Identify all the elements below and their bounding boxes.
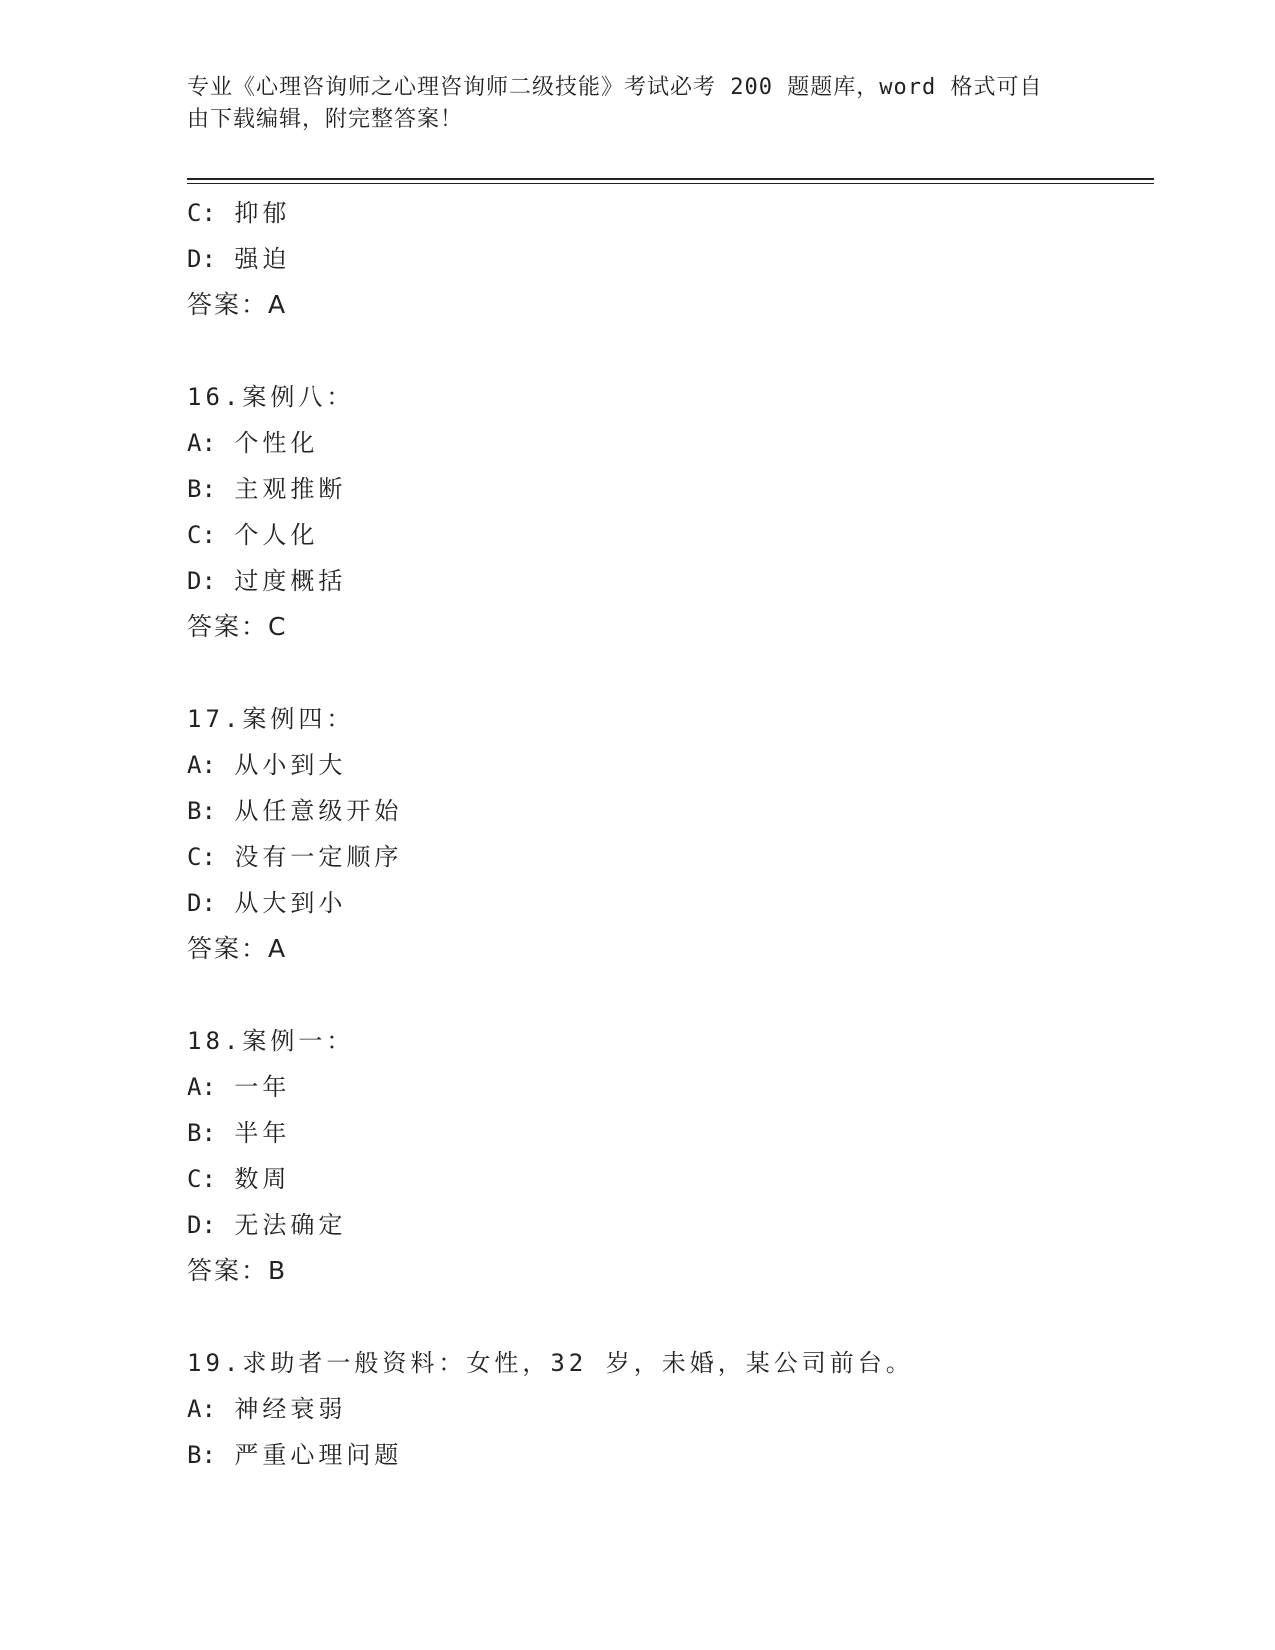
option-letter: B: xyxy=(187,1441,216,1469)
spacer xyxy=(187,1294,1147,1340)
option-line xyxy=(187,1156,1147,1202)
option-letter: C: xyxy=(187,521,216,549)
option-text: 严重心理问题 xyxy=(234,1441,403,1469)
question-title: 16.案例八： xyxy=(187,383,355,411)
option-text: 个性化 xyxy=(234,429,319,457)
option-line xyxy=(187,512,1147,558)
option-text: 抑郁 xyxy=(234,199,291,227)
option-line xyxy=(187,1064,1147,1110)
option-line xyxy=(187,880,1147,926)
option-letter: D: xyxy=(187,245,216,273)
document-header xyxy=(187,72,1067,136)
option-letter: B: xyxy=(187,797,216,825)
option-letter: B: xyxy=(187,1119,216,1147)
option-line xyxy=(187,558,1147,604)
question-title: 17.案例四： xyxy=(187,705,355,733)
option-letter: A: xyxy=(187,751,216,779)
option-line xyxy=(187,420,1147,466)
answer-line: 答案：B xyxy=(187,1256,288,1285)
option-text: 没有一定顺序 xyxy=(234,843,403,871)
answer-line: 答案：A xyxy=(187,934,288,963)
option-text: 个人化 xyxy=(234,521,319,549)
document-body xyxy=(187,190,1147,1478)
header-line-2: 由下载编辑，附完整答案！ xyxy=(187,107,464,132)
spacer xyxy=(187,328,1147,374)
option-text: 从任意级开始 xyxy=(234,797,403,825)
spacer xyxy=(187,972,1147,1018)
option-line xyxy=(187,466,1147,512)
header-divider-thin xyxy=(187,183,1154,184)
option-letter: D: xyxy=(187,567,216,595)
option-letter: A: xyxy=(187,1395,216,1423)
option-line xyxy=(187,1386,1147,1432)
option-line xyxy=(187,834,1147,880)
answer-line: 答案：C xyxy=(187,612,288,641)
option-text: 数周 xyxy=(234,1165,291,1193)
option-letter: D: xyxy=(187,889,216,917)
option-text: 一年 xyxy=(234,1073,291,1101)
answer-line: 答案：A xyxy=(187,290,288,319)
question-block-18 xyxy=(187,1018,1147,1294)
option-line xyxy=(187,742,1147,788)
option-letter: A: xyxy=(187,1073,216,1101)
question-title: 18.案例一： xyxy=(187,1027,355,1055)
question-block-16 xyxy=(187,374,1147,650)
option-text: 无法确定 xyxy=(234,1211,347,1239)
option-letter: C: xyxy=(187,199,216,227)
option-text: 神经衰弱 xyxy=(234,1395,347,1423)
option-line xyxy=(187,236,1147,282)
question-block-17 xyxy=(187,696,1147,972)
question-title: 19.求助者一般资料：女性，32 岁，未婚，某公司前台。 xyxy=(187,1349,914,1377)
option-text: 半年 xyxy=(234,1119,291,1147)
option-text: 从大到小 xyxy=(234,889,347,917)
option-text: 主观推断 xyxy=(234,475,347,503)
prev-question-block xyxy=(187,190,1147,328)
option-line xyxy=(187,1202,1147,1248)
option-text: 过度概括 xyxy=(234,567,347,595)
option-letter: B: xyxy=(187,475,216,503)
option-line xyxy=(187,1110,1147,1156)
option-letter: D: xyxy=(187,1211,216,1239)
option-letter: A: xyxy=(187,429,216,457)
option-line xyxy=(187,788,1147,834)
option-text: 强迫 xyxy=(234,245,291,273)
header-line-1: 专业《心理咨询师之心理咨询师二级技能》考试必考 200 题题库，word 格式可自 xyxy=(187,75,1043,100)
option-letter: C: xyxy=(187,1165,216,1193)
option-line xyxy=(187,190,1147,236)
header-divider-thick xyxy=(187,178,1154,180)
option-letter: C: xyxy=(187,843,216,871)
option-text: 从小到大 xyxy=(234,751,347,779)
question-block-19 xyxy=(187,1340,1147,1478)
spacer xyxy=(187,650,1147,696)
option-line xyxy=(187,1432,1147,1478)
